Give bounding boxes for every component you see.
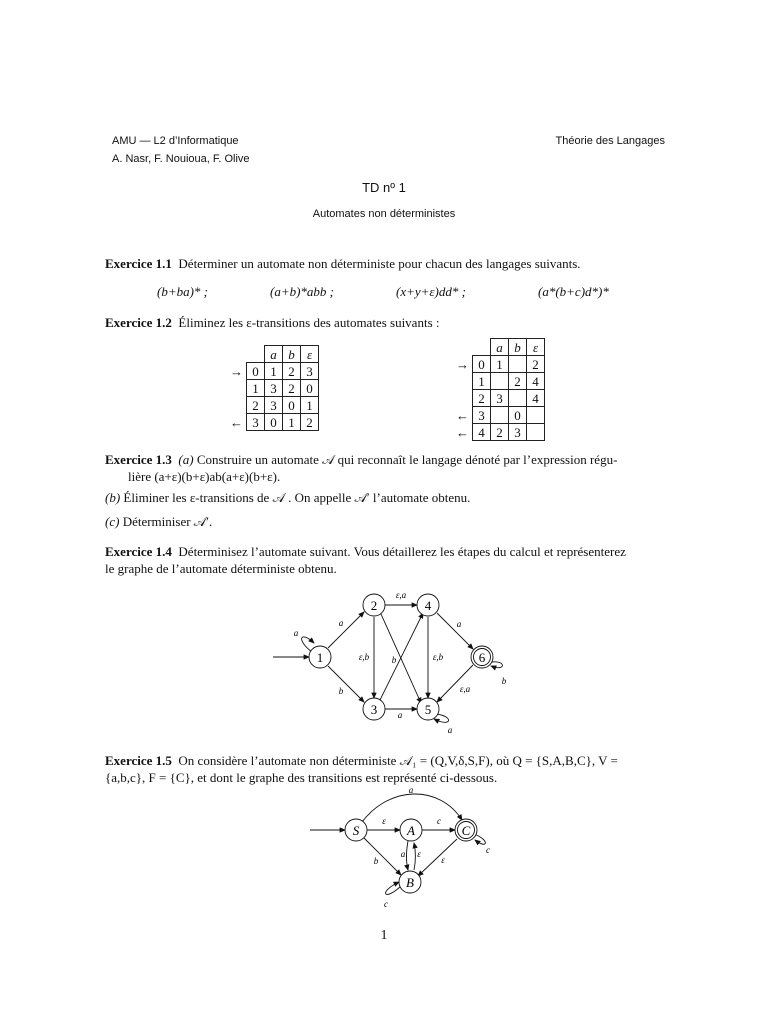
table-cell: 3: [473, 407, 491, 424]
part-a-text: Construire un automate 𝒜 qui reconnaît le langage dénoté par l’expression régu-: [196, 452, 618, 467]
table-cell: 4: [527, 390, 545, 407]
label-1-2: a: [338, 618, 344, 628]
state-5: 5: [424, 702, 432, 717]
edge-A-B: [407, 841, 409, 870]
column-header: b: [283, 346, 301, 363]
part-a-text-cont: lière (a+ε)(b+ε)ab(a+ε)(b+ε).: [128, 469, 281, 484]
label-loop-5: a: [447, 725, 453, 735]
table-cell: 2: [283, 363, 301, 380]
label-loop-1: a: [293, 628, 299, 638]
edge-B-A: [414, 843, 416, 870]
state-S: S: [352, 823, 360, 838]
table-cell: 0: [509, 407, 527, 424]
part-c-text: Déterminiser 𝒜′.: [122, 514, 213, 529]
table-cell: 2: [301, 414, 319, 431]
table-cell: 4: [473, 424, 491, 441]
table-cell: 0: [283, 397, 301, 414]
part-a-tag: (a): [178, 452, 194, 467]
language-3: (x+y+ε)dd* ;: [396, 284, 466, 299]
label-1-3: b: [338, 686, 344, 696]
table-cell: 3: [301, 363, 319, 380]
edge-S-C: [362, 794, 462, 822]
state-4: 4: [424, 598, 432, 613]
state-C: C: [461, 823, 471, 838]
exercise-label: Exercice 1.5: [105, 753, 172, 768]
label-loop-6: b: [501, 676, 507, 686]
page-number: 1: [380, 928, 388, 943]
edge-C-B: [418, 839, 457, 876]
state-marker: →: [456, 356, 469, 372]
table-cell: 1: [265, 363, 283, 380]
state-marker: ←: [456, 407, 469, 423]
exercise-text: Déterminisez l’automate suivant. Vous détaillerez les étapes du calcul et représenterez: [178, 544, 626, 559]
table-cell: 1: [247, 380, 265, 397]
course-header: AMU — L2 d’Informatique: [112, 135, 239, 147]
table-cell: 2: [473, 390, 491, 407]
label-C-B: ε: [441, 855, 445, 865]
language-1: (b+ba)* ;: [157, 284, 209, 299]
language-4: (a*(b+c)d*)*: [538, 284, 609, 299]
state-3: 3: [370, 702, 378, 717]
label-S-B: b: [373, 856, 379, 866]
column-header: b: [509, 339, 527, 356]
state-2: 2: [370, 598, 378, 613]
table-cell: 0: [247, 363, 265, 380]
state-6: 6: [478, 650, 486, 665]
part-b-text: Éliminer les ε-transitions de 𝒜 . On appelle 𝒜′ l’automate obtenu.: [123, 490, 471, 505]
state-1: 1: [316, 650, 324, 665]
label-2-3: ε,b: [358, 652, 370, 662]
column-header: a: [491, 339, 509, 356]
table-cell: 1: [473, 373, 491, 390]
table-cell: 3: [265, 397, 283, 414]
label-3-5: a: [397, 710, 403, 720]
table-cell: 0: [301, 380, 319, 397]
exercise-text-cont: {a,b,c}, F = {C}, et dont le graphe des transitions est représenté ci-dessous.: [105, 770, 498, 785]
label-A-B: a: [400, 849, 406, 859]
exercise-text: On considère l’automate non déterministe 𝒜₁ = (Q,V,δ,S,F), où Q = {S,A,B,C}, V =: [178, 753, 618, 768]
table-cell: 2: [509, 373, 527, 390]
label-2-4: ε,a: [395, 590, 407, 600]
exercise-text: Éliminez les ε-transitions des automates suivants :: [178, 315, 440, 330]
state-marker: →: [230, 363, 243, 379]
table-cell: 0: [265, 414, 283, 431]
page-title: TD nº 1: [362, 180, 406, 195]
table-cell: 4: [527, 373, 545, 390]
part-b-tag: (b): [105, 490, 121, 505]
label-loop-B: c: [384, 899, 388, 909]
exercise-label: Exercice 1.2: [105, 315, 172, 330]
column-header: ε: [301, 346, 319, 363]
label-S-A: ε: [382, 816, 386, 826]
column-header: ε: [527, 339, 545, 356]
state-marker: ←: [230, 414, 243, 430]
label-A-C: c: [437, 816, 441, 826]
authors-header: A. Nasr, F. Nouioua, F. Olive: [112, 153, 250, 165]
table-cell: 1: [283, 414, 301, 431]
label-4-6: a: [456, 619, 462, 629]
label-B-A: ε: [417, 849, 421, 859]
table-cell: 3: [491, 390, 509, 407]
part-c-tag: (c): [105, 514, 120, 529]
state-marker: ←: [456, 424, 469, 440]
exercise-text: Déterminer un automate non déterministe pour chacun des langages suivants.: [178, 256, 581, 271]
table-cell: 2: [527, 356, 545, 373]
exercise-text-cont: le graphe de l’automate déterministe obtenu.: [105, 561, 337, 576]
exercise-label: Exercice 1.1: [105, 256, 172, 271]
label-S-C: a: [408, 785, 414, 795]
table-cell: 2: [283, 380, 301, 397]
label-2-5: b: [391, 655, 397, 665]
table-cell: 0: [473, 356, 491, 373]
table-cell: 3: [247, 414, 265, 431]
page-subtitle: Automates non déterministes: [312, 208, 456, 220]
language-2: (a+b)*abb ;: [270, 284, 335, 299]
loop-B: [386, 882, 401, 894]
table-cell: 2: [247, 397, 265, 414]
table-cell: 2: [491, 424, 509, 441]
label-loop-C: c: [486, 845, 490, 855]
table-cell: 1: [301, 397, 319, 414]
state-B: B: [406, 875, 414, 890]
edge-S-B: [364, 838, 401, 875]
table-cell: 3: [509, 424, 527, 441]
state-A: A: [407, 823, 415, 838]
table-cell: 3: [265, 380, 283, 397]
table-cell: 1: [491, 356, 509, 373]
column-header: a: [265, 346, 283, 363]
label-6-5: ε,a: [459, 684, 471, 694]
subject-header: Théorie des Langages: [555, 135, 665, 147]
exercise-label: Exercice 1.3: [105, 452, 172, 467]
exercise-label: Exercice 1.4: [105, 544, 172, 559]
label-4-5: ε,b: [432, 652, 444, 662]
